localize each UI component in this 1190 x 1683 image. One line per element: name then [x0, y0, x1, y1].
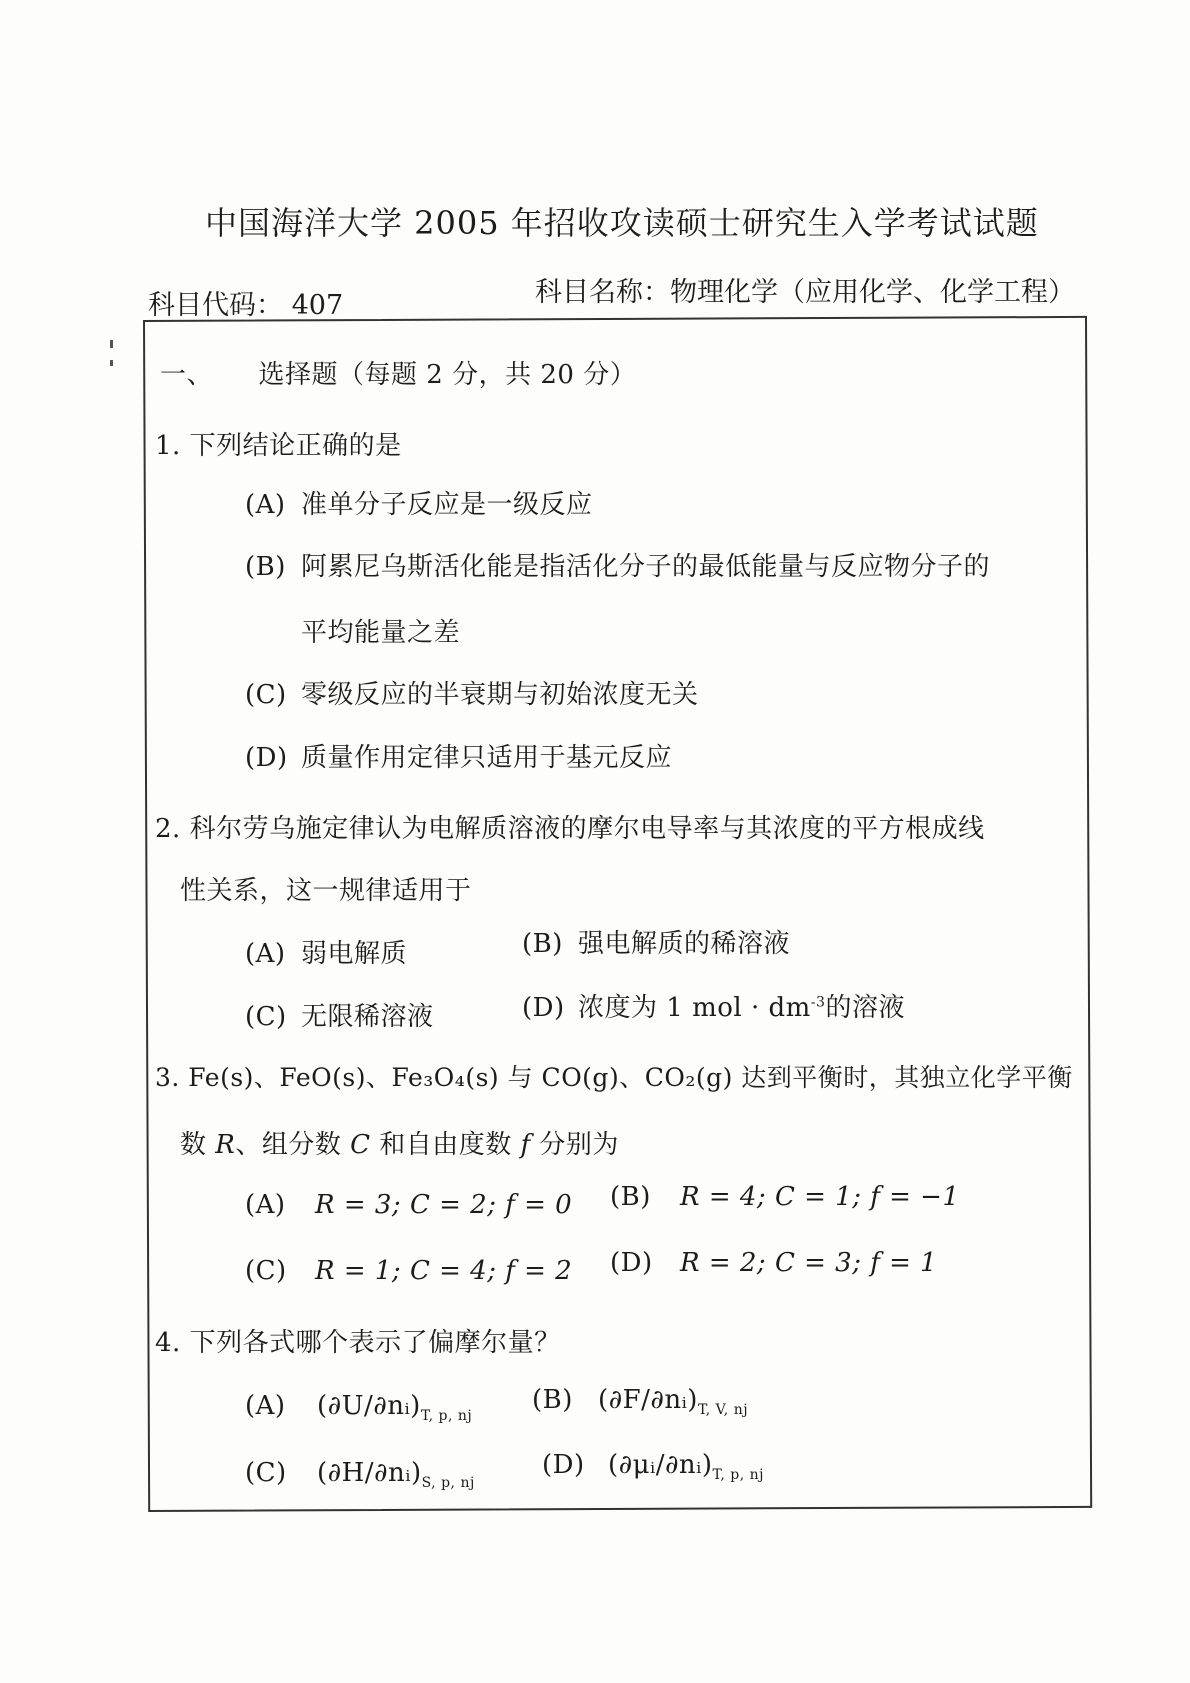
option-formula-subscript: T, p, nj — [420, 1408, 473, 1425]
symbol-r: R — [215, 1130, 236, 1160]
question-4-option-c — [245, 1458, 475, 1491]
option-label: (C) — [245, 1256, 287, 1286]
option-text-superscript: -3 — [810, 994, 826, 1011]
question-1-option-a — [245, 484, 593, 521]
symbol-f: f — [520, 1130, 531, 1160]
option-text: 准单分子反应是一级反应 — [301, 490, 593, 520]
option-text: R = 1; C = 4; f = 2 — [315, 1256, 573, 1286]
subject-code-label: 科目代码： — [148, 290, 283, 321]
option-formula: (∂μᵢ/∂nᵢ) — [608, 1450, 713, 1480]
option-label: (D) — [522, 993, 565, 1023]
question-2-option-b — [522, 923, 790, 960]
option-formula-subscript: T, V, nj — [697, 1402, 749, 1419]
option-formula: (∂H/∂nᵢ) — [317, 1458, 422, 1488]
question-2-option-a — [245, 933, 407, 970]
option-label: (B) — [245, 552, 286, 582]
option-formula-subscript: T, p, nj — [712, 1467, 764, 1484]
option-text-suffix: 的溶液 — [825, 993, 905, 1023]
question-4-option-a — [245, 1391, 472, 1424]
question-2-option-d — [522, 987, 905, 1024]
option-text: R = 2; C = 3; f = 1 — [680, 1248, 938, 1278]
stem-text: 数 — [180, 1130, 216, 1160]
option-label: (C) — [245, 680, 287, 710]
option-label: (D) — [610, 1248, 653, 1278]
question-1-stem: 1. 下列结论正确的是 — [155, 431, 402, 461]
option-text: 强电解质的稀溶液 — [578, 929, 791, 959]
stem-text: 、组分数 — [235, 1130, 351, 1160]
question-1-option-d — [245, 737, 672, 774]
section-title: 选择题（每题 2 分，共 20 分） — [258, 360, 637, 390]
question-3-option-b — [610, 1182, 960, 1212]
option-label: (A) — [245, 939, 286, 969]
subject-name: 科目名称：物理化学（应用化学、化学工程） — [535, 277, 1075, 308]
option-label: (B) — [532, 1385, 573, 1415]
option-label: (B) — [522, 929, 563, 959]
option-text: R = 4; C = 1; f = −1 — [680, 1182, 960, 1212]
option-label: (A) — [245, 1190, 286, 1220]
question-2-option-c — [245, 996, 434, 1033]
option-text: 零级反应的半衰期与初始浓度无关 — [301, 680, 699, 710]
margin-mark — [110, 360, 113, 366]
question-3-stem: 3. Fe(s)、FeO(s)、Fe₃O₄(s) 与 CO(g)、CO₂(g) 达到平衡时，其独立化学平衡 — [155, 1063, 1073, 1092]
section-heading — [160, 354, 636, 391]
option-text: 质量作用定律只适用于基元反应 — [301, 743, 673, 773]
stem-text: 分别为 — [530, 1130, 619, 1160]
question-3-option-c — [245, 1256, 572, 1286]
option-label: (C) — [245, 1458, 287, 1488]
question-4-stem: 4. 下列各式哪个表示了偏摩尔量？ — [155, 1328, 561, 1358]
question-3-option-a — [245, 1190, 572, 1220]
option-formula: (∂F/∂nᵢ) — [598, 1385, 698, 1415]
question-2-stem-continued: 性关系，这一规律适用于 — [180, 876, 472, 906]
option-label: (D) — [245, 743, 288, 773]
question-1-option-c — [245, 674, 699, 711]
option-text: 弱电解质 — [301, 939, 408, 969]
option-text: 浓度为 1 mol · dm — [578, 993, 811, 1023]
question-2-stem: 2. 科尔劳乌施定律认为电解质溶液的摩尔电导率与其浓度的平方根成线 — [155, 814, 985, 844]
option-label: (B) — [610, 1182, 651, 1212]
option-text: 无限稀溶液 — [301, 1002, 434, 1032]
symbol-c: C — [350, 1130, 371, 1160]
question-1-option-b-continued: 平均能量之差 — [301, 618, 461, 648]
question-3-stem-continued — [180, 1124, 619, 1161]
subject-code-value: 407 — [291, 290, 344, 321]
question-3-option-d — [610, 1248, 937, 1278]
option-formula: (∂U/∂nᵢ) — [317, 1391, 421, 1421]
question-1-option-b — [245, 546, 990, 583]
question-4-option-d — [542, 1450, 764, 1483]
margin-mark — [110, 340, 113, 348]
option-formula-subscript: S, p, nj — [421, 1475, 475, 1492]
option-label: (A) — [245, 1391, 286, 1421]
option-label: (D) — [542, 1450, 585, 1480]
section-number: 一、 — [160, 360, 214, 390]
exam-title: 中国海洋大学 2005 年招收攻读硕士研究生入学考试试题 — [205, 204, 1039, 242]
option-text: R = 3; C = 2; f = 0 — [315, 1190, 573, 1220]
option-label: (A) — [245, 490, 286, 520]
question-4-option-b — [532, 1385, 748, 1418]
stem-text: 和自由度数 — [370, 1130, 521, 1160]
subject-code — [148, 283, 343, 322]
option-label: (C) — [245, 1002, 287, 1032]
option-text: 阿累尼乌斯活化能是指活化分子的最低能量与反应物分子的 — [301, 552, 991, 582]
